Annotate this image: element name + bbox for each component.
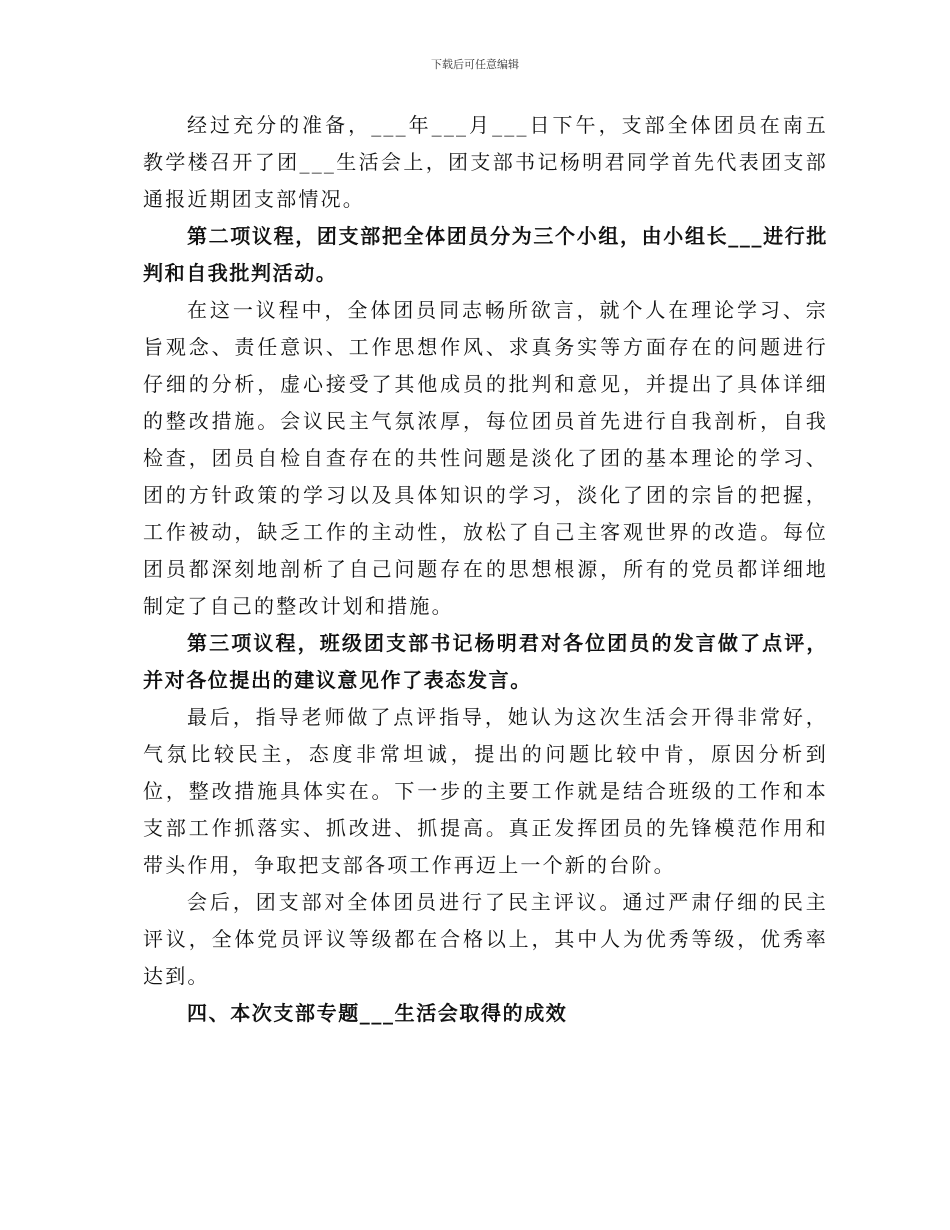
page-header: 下载后可任意编辑: [431, 58, 519, 71]
paragraph-teacher-comment: 最后，指导老师做了点评指导，她认为这次生活会开得非常好，气氛比较民主，态度非常坦诚，提出的问题比较中肯，原因分析到位，整改措施具体实在。下一步的主要工作就是结合班级的工作和本支部工作抓落实、抓改进、抓提高。真正发挥团员的先锋模范作用和带头作用，争取把支部各项工作再迈上一个新的台阶。: [143, 705, 828, 877]
paragraph-evaluation: 会后，团支部对全体团员进行了民主评议。通过严肃仔细的民主评议，全体党员评议等级都在合格以上，其中人为优秀等级，优秀率达到。: [143, 890, 828, 988]
paragraph-agenda-item-3: 第三项议程，班级团支部书记杨明君对各位团员的发言做了点评，并对各位提出的建议意见作了表态发言。: [143, 631, 828, 692]
document-body: [143, 107, 828, 1032]
paragraph-preparation: 经过充分的准备，___年___月___日下午，支部全体团员在南五教学楼召开了团___生活会上，团支部书记杨明君同学首先代表团支部通报近期团支部情况。: [143, 113, 828, 211]
paragraph-discussion: 在这一议程中，全体团员同志畅所欲言，就个人在理论学习、宗旨观念、责任意识、工作思想作风、求真务实等方面存在的问题进行仔细的分析，虚心接受了其他成员的批判和意见，并提出了具体详细的整改措施。会议民主气氛浓厚，每位团员首先进行自我剖析，自我检查，团员自检自查存在的共性问题是淡化了团的基本理论的学习、团的方针政策的学习以及具体知识的学习，淡化了团的宗旨的把握，工作被动，缺乏工作的主动性，放松了自己主客观世界的改造。每位团员都深刻地剖析了自己问题存在的思想根源，所有的党员都详细地制定了自己的整改计划和措施。: [143, 298, 828, 618]
paragraph-agenda-item-2: 第二项议程，团支部把全体团员分为三个小组，由小组长___进行批判和自我批判活动。: [143, 224, 828, 285]
section-heading-results: 四、本次支部专题___生活会取得的成效: [187, 1001, 568, 1025]
